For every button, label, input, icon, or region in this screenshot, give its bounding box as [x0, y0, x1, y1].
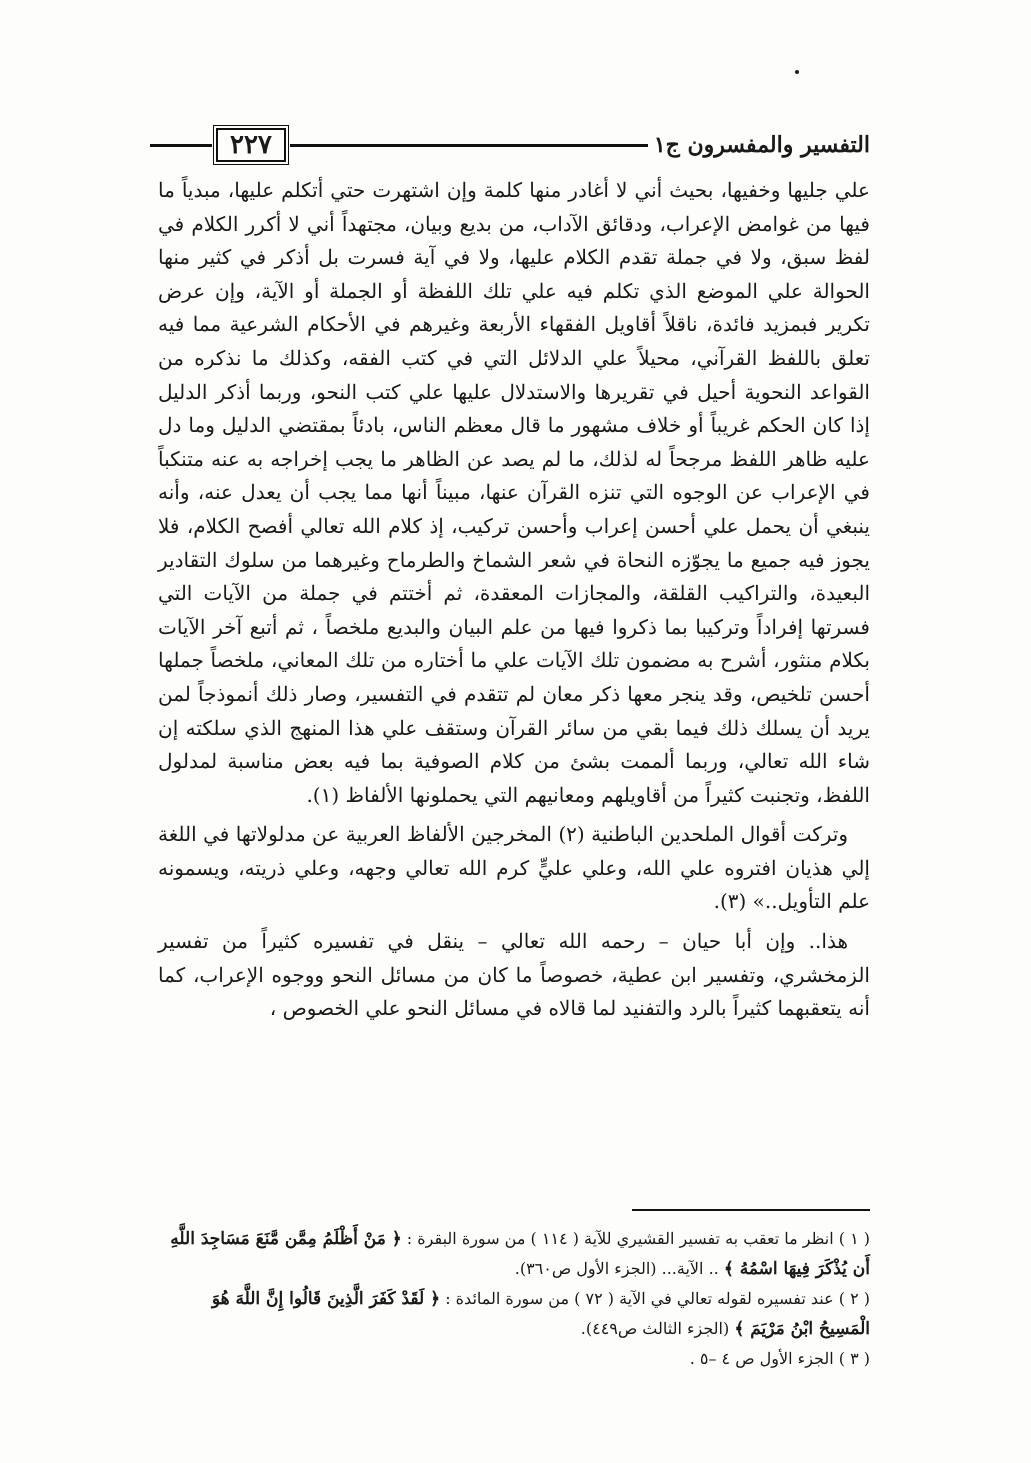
- body-text: [158, 174, 870, 1026]
- paragraph-1: علي جليها وخفيها، بحيث أني لا أغادر منها كلمة وإن اشتهرت حتي أتكلم عليها، مبدياً ما فيها من غوامض الإعراب، ودقائق الآداب، من بديع وبيان، مجتهداً أني لا أكرر الكلام في لفظ سبق، ولا في جملة تقدم الكلام عليها، ولا في آية فسرت بل أذكر في كثير منها الحوالة علي الموضع الذي تكلم فيه علي تلك اللفظة أو الجملة أو الآية، وإن عرض تكرير فبمزيد فائدة، ناقلاً أقاويل الفقهاء الأربعة وغيرهم في الأحكام الشرعية مما فيه تعلق باللفظ القرآني، محيلاً علي الدلائل التي في كتب الفقه، وكذلك ما نذكره من القواعد النحوية أحيل في تقريرها والاستدلال عليها علي كتب النحو، وربما أذكر الدليل إذا كان الحكم غريباً أو خلاف مشهور ما قال معظم الناس، بادئاً بمقتضي الدليل وما دل عليه ظاهر اللفظ مرجحاً له لذلك، ما لم يصد عن الظاهر ما يجب إخراجه به عنه متنكباً في الإعراب عن الوجوه التي تنزه القرآن عنها، مبيناً أنها مما يجب أن يعدل عنه، وأنه ينبغي أن يحمل علي أحسن إعراب وأحسن تركيب، إذ كلام الله تعالي أفصح الكلام، فلا يجوز فيه جميع ما يجوّزه النحاة في شعر الشماخ والطرماح وغيرهما من سلوك التقادير البعيدة، والتراكيب القلقة، والمجازات المعقدة، ثم أختتم في جملة من الآيات التي فسرتها إفراداً وتركيبا بما ذكروا فيها من علم البيان والبديع ملخصاً ، ثم أتبع آخر الآيات بكلام منثور، أشرح به مضمون تلك الآيات علي ما أختاره من تلك المعاني، ملخصاً جملها أحسن تلخيص، وقد ينجر معها ذكر معان لم تتقدم في التفسير، وصار ذلك أنموذجاً لمن يريد أن يسلك ذلك فيما بقي من سائر القرآن وستقف علي هذا المنهج الذي سلكته إن شاء الله تعالي، وربما ألممت بشئ من كلام الصوفية بما فيه بعض مناسبة لمدلول اللفظ، وتجنبت كثيراً من أقاويلهم ومعانيهم التي يحملونها الألفاظ (١).: [158, 178, 871, 807]
- footnote-separator: [632, 1209, 870, 1211]
- page-header: [150, 128, 870, 162]
- footnote-2-verse: ﴿ لَقَدْ كَفَرَ الَّذِينَ قَالُوا إِنَّ اللَّهَ هُوَ الْمَسِيحُ ابْنُ مَرْيَمَ ﴾: [211, 1289, 870, 1339]
- footnote-2: [158, 1284, 870, 1344]
- stray-dot: [795, 70, 799, 74]
- running-title: التفسير والمفسرون ج١: [653, 132, 870, 158]
- footnote-1-tail: .. الآية... (الجزء الأول ص٣٦٠).: [514, 1259, 719, 1278]
- footnote-1: [158, 1224, 870, 1284]
- footnote-1-verse: ﴿ مَنْ أَظْلَمُ مِمَّن مَّنَعَ مَسَاجِدَ اللَّهِ أَن يُذْكَرَ فِيهَا اسْمُهُ ﴾: [170, 1229, 870, 1279]
- footnote-2-text: ( ٢ ) عند تفسيره لقوله تعالي في الآية ( ٧٢ ) من سورة المائدة :: [445, 1289, 870, 1308]
- footnote-1-text: ( ١ ) انظر ما تعقب به تفسير القشيري للآية ( ١١٤ ) من سورة البقرة :: [406, 1229, 870, 1248]
- footnotes: [158, 1224, 870, 1373]
- paragraph-2: وتركت أقوال الملحدين الباطنية (٢) المخرجين الألفاظ العربية عن مدلولاتها في اللغة إلي هذيان افتروه علي الله، وعلي عليٍّ كرم الله تعالي وجهه، وعلي ذريته، ويسمونه علم التأويل..» (٣).: [158, 822, 870, 914]
- page-number: ٢٢٧: [216, 128, 286, 162]
- footnote-3: ( ٣ ) الجزء الأول ص ٤ –٥ .: [689, 1349, 870, 1368]
- footnote-2-tail: (الجزء الثالث ص٤٤٩).: [580, 1319, 730, 1338]
- header-rule-right: [290, 144, 648, 147]
- paragraph-3: هذا.. وإن أبا حيان – رحمه الله تعالي – ينقل في تفسيره كثيراً من تفسير الزمخشري، وتفسير ابن عطية، خصوصاً ما كان من مسائل النحو ووجوه الإعراب، كما أنه يتعقبهما كثيراً بالرد والتفنيد لما قالاه في مسائل النحو علي الخصوص ،: [158, 929, 870, 1021]
- header-rule-left: [150, 144, 212, 147]
